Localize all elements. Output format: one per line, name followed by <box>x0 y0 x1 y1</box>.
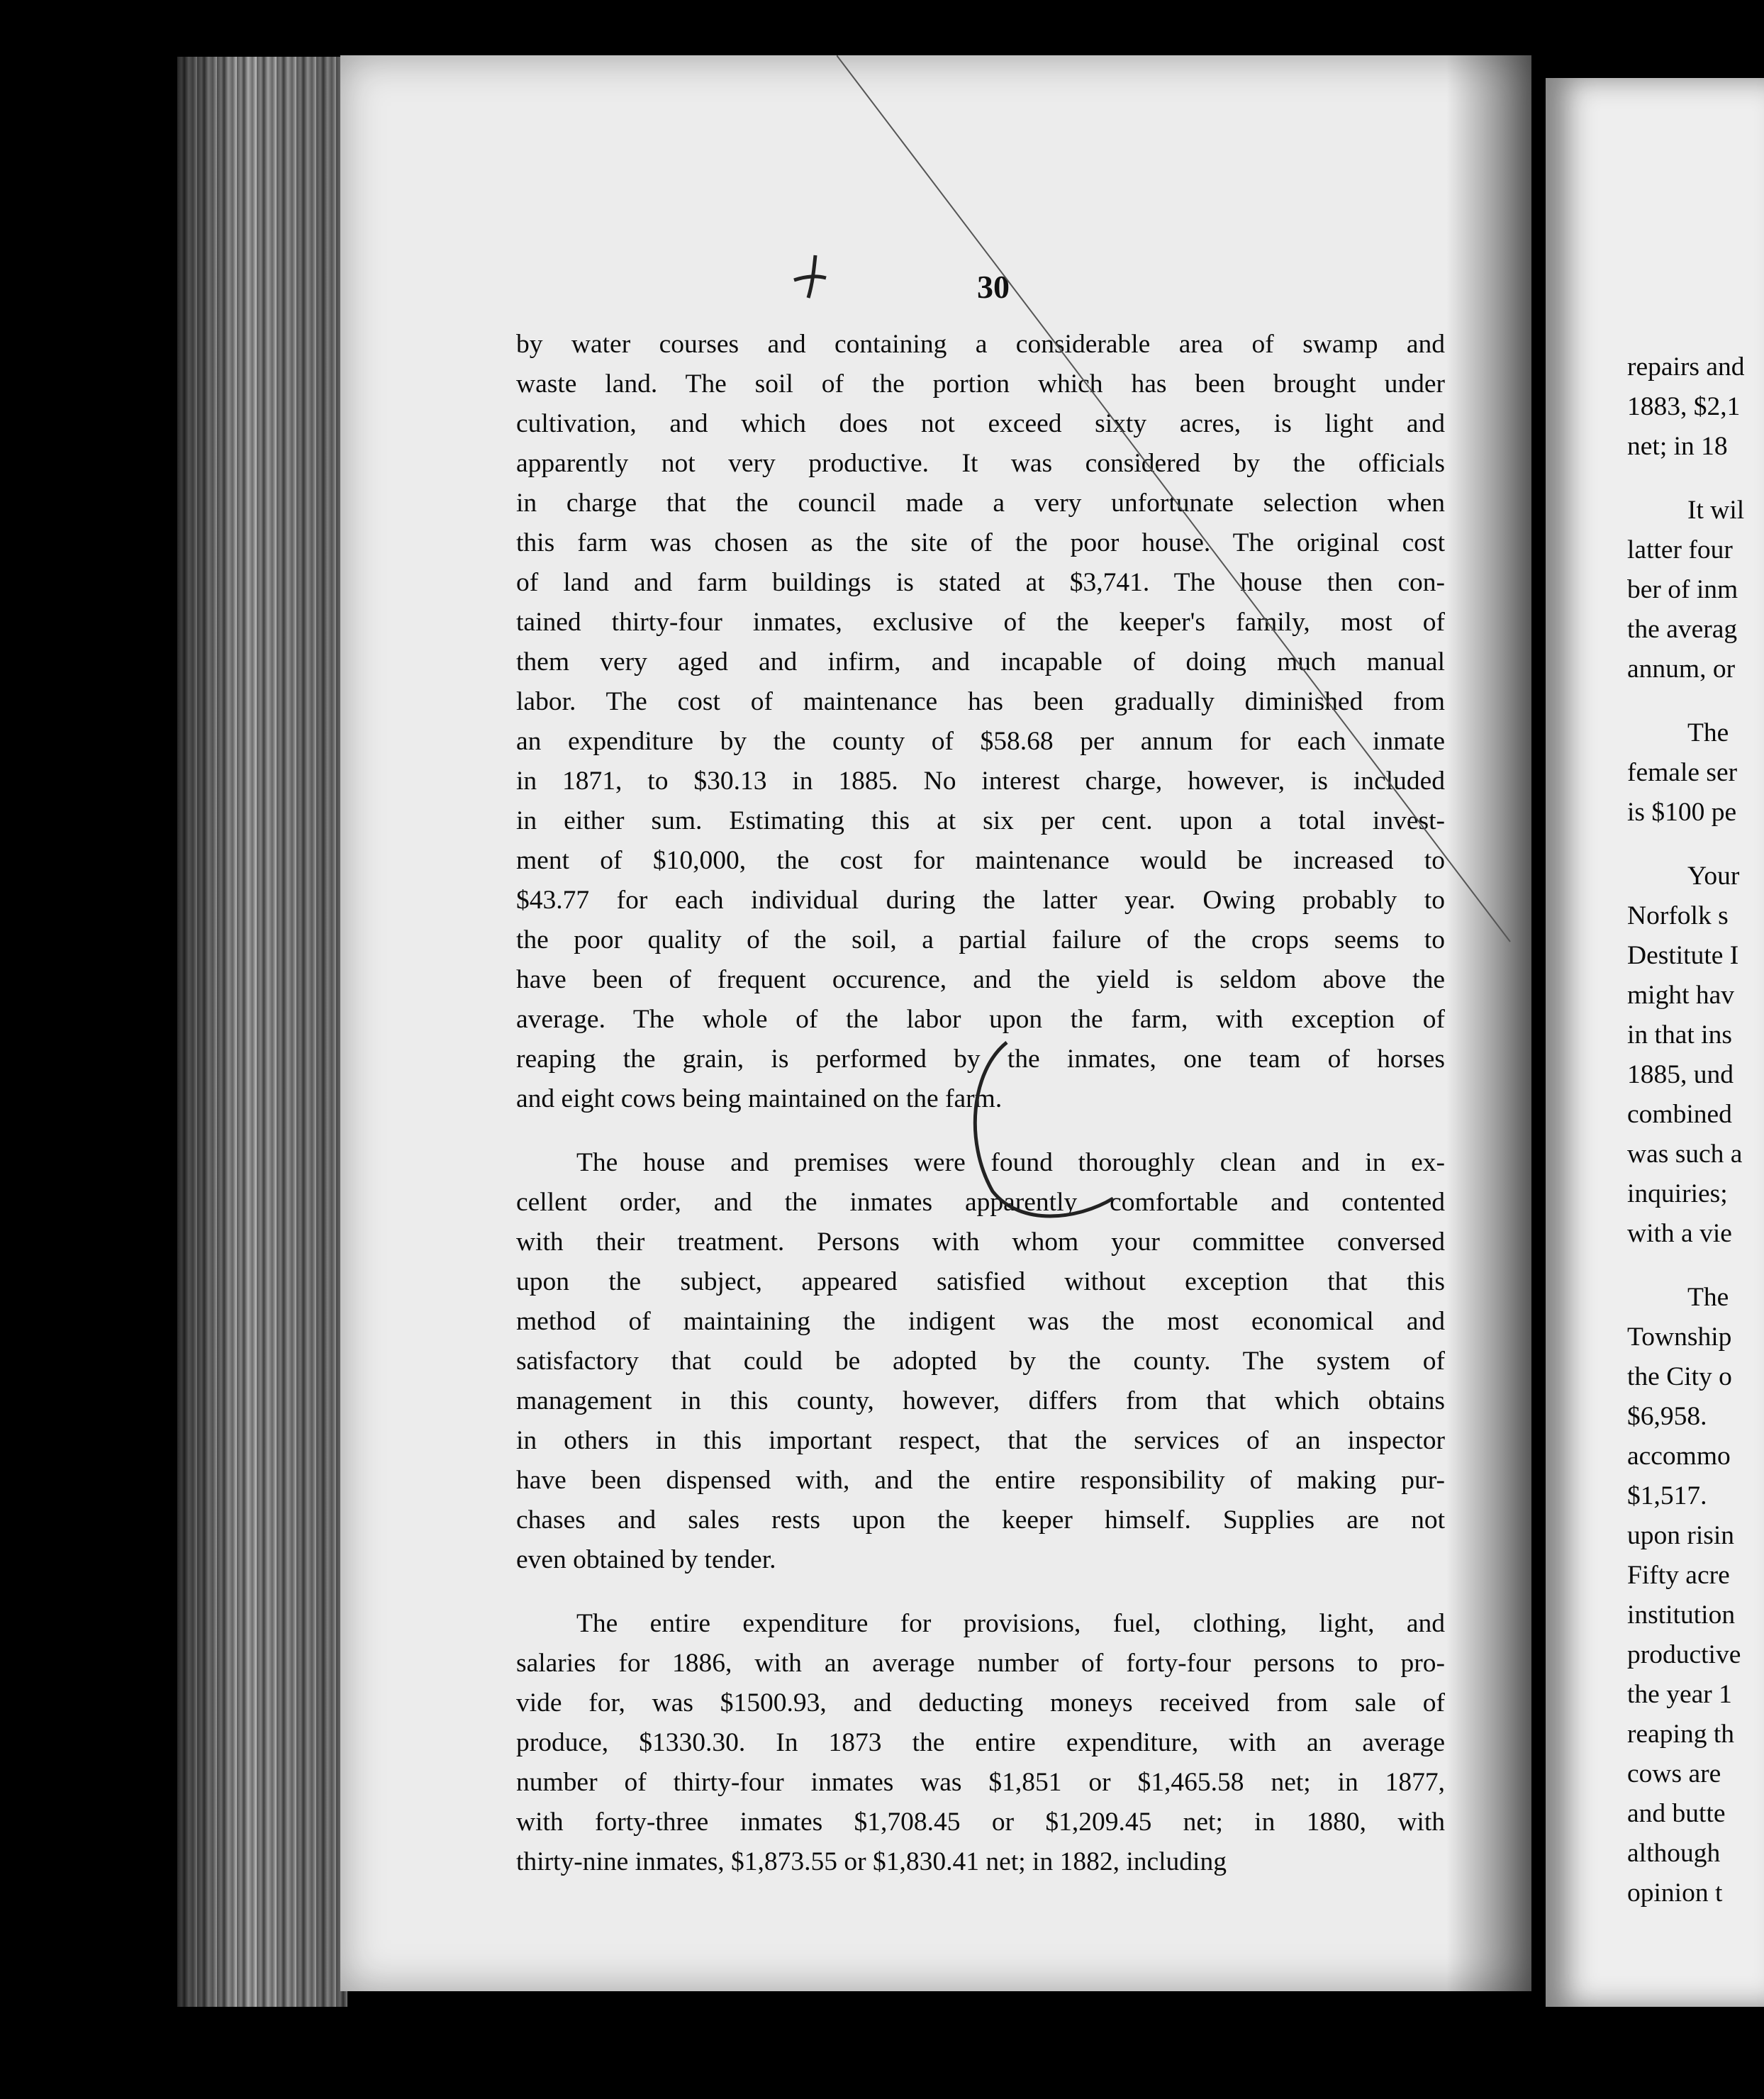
text-line: satisfactory that could be adopted by the county. The system of <box>516 1347 1445 1376</box>
text-line: The house and premises were found thoroughly clean and in ex- <box>576 1148 1445 1177</box>
text-line: cultivation, and which does not exceed sixty acres, is light and <box>516 409 1445 438</box>
text-line: upon the subject, appeared satisfied without exception that this <box>516 1267 1445 1296</box>
text-line: management in this county, however, differs from that which obtains <box>516 1386 1445 1415</box>
text-line: and butte <box>1627 1799 1726 1828</box>
text-line: method of maintaining the indigent was the most economical and <box>516 1307 1445 1336</box>
text-line: vide for, was $1500.93, and deducting moneys received from sale of <box>516 1688 1445 1717</box>
text-line: latter four <box>1627 535 1733 564</box>
text-line: 1885, und <box>1627 1060 1734 1089</box>
text-line: labor. The cost of maintenance has been gradually diminished from <box>516 687 1445 716</box>
text-line: number of thirty-four inmates was $1,851 or $1,465.58 net; in 1877, <box>516 1768 1445 1797</box>
text-line: $1,517. <box>1627 1481 1707 1510</box>
text-line: an expenditure by the county of $58.68 per annum for each inmate <box>516 727 1445 756</box>
text-line: upon risin <box>1627 1521 1735 1550</box>
text-line: opinion t <box>1627 1878 1723 1908</box>
text-line: even obtained by tender. <box>516 1545 776 1574</box>
text-line: was such a <box>1627 1140 1743 1169</box>
text-line: this farm was chosen as the site of the poor house. The original cost <box>516 528 1445 557</box>
text-line: repairs and <box>1627 352 1745 382</box>
text-line: accommo <box>1627 1442 1731 1471</box>
text-line: the averag <box>1627 615 1738 644</box>
paragraph <box>516 1604 1445 1882</box>
text-line: in either sum. Estimating this at six per cent. upon a total invest- <box>516 806 1445 835</box>
text-line: waste land. The soil of the portion which has been brought under <box>516 369 1445 399</box>
text-line: might hav <box>1627 981 1735 1010</box>
text-line: Fifty acre <box>1627 1561 1730 1590</box>
paragraph <box>516 325 1445 1119</box>
text-line: with their treatment. Persons with whom your committee conversed <box>516 1227 1445 1257</box>
text-line: by water courses and containing a considerable area of swamp and <box>516 330 1445 359</box>
text-line: Norfolk s <box>1627 901 1729 930</box>
text-line: thirty-nine inmates, $1,873.55 or $1,830.41 net; in 1882, including <box>516 1847 1227 1876</box>
text-line: $43.77 for each individual during the latter year. Owing probably to <box>516 886 1445 915</box>
text-line: have been dispensed with, and the entire responsibility of making pur- <box>516 1466 1445 1495</box>
page-number: 30 <box>977 269 1010 305</box>
text-line: Township <box>1627 1323 1732 1352</box>
text-line: have been of frequent occurence, and the yield is seldom above the <box>516 965 1445 994</box>
text-line: in charge that the council made a very unfortunate selection when <box>516 489 1445 518</box>
text-line: reaping th <box>1627 1720 1734 1749</box>
text-line: annum, or <box>1627 655 1736 684</box>
text-line: produce, $1330.30. In 1873 the entire expenditure, with an average <box>516 1728 1445 1757</box>
paragraph-gap <box>1627 1254 1764 1278</box>
text-line: It wil <box>1687 496 1745 525</box>
text-line: productive <box>1627 1640 1741 1669</box>
text-line: is $100 pe <box>1627 798 1737 827</box>
text-line: female ser <box>1627 758 1738 787</box>
text-line: Destitute I <box>1627 941 1739 970</box>
left-page-body-text <box>516 325 1445 1882</box>
text-line: combined <box>1627 1100 1732 1129</box>
text-line: salaries for 1886, with an average number of forty-four persons to pro- <box>516 1649 1445 1678</box>
text-line: The entire expenditure for provisions, fuel, clothing, light, and <box>576 1609 1445 1638</box>
text-line: The <box>1687 718 1729 747</box>
text-line: and eight cows being maintained on the farm. <box>516 1084 1003 1113</box>
text-line: the poor quality of the soil, a partial failure of the crops seems to <box>516 925 1445 954</box>
text-line: reaping the grain, is performed by the inmates, one team of horses <box>516 1045 1445 1074</box>
paragraph <box>516 1143 1445 1580</box>
paragraph-gap <box>1627 467 1764 491</box>
text-line: with a vie <box>1627 1219 1732 1248</box>
text-line: net; in 18 <box>1627 432 1728 461</box>
text-line: inquiries; <box>1627 1179 1728 1208</box>
paragraph-gap <box>516 1580 1445 1604</box>
text-line: chases and sales rests upon the keeper himself. Supplies are not <box>516 1505 1445 1535</box>
text-line: ber of inm <box>1627 575 1738 604</box>
text-line: Your <box>1687 862 1740 891</box>
text-line: apparently not very productive. It was considered by the officials <box>516 449 1445 478</box>
text-line: although <box>1627 1839 1721 1868</box>
page-edge-stack <box>177 57 347 2007</box>
text-line: in 1871, to $30.13 in 1885. No interest charge, however, is included <box>516 767 1445 796</box>
text-line: ment of $10,000, the cost for maintenance would be increased to <box>516 846 1445 875</box>
text-line: average. The whole of the labor upon the farm, with exception of <box>516 1005 1445 1034</box>
text-line: the City o <box>1627 1362 1732 1391</box>
text-line: with forty-three inmates $1,708.45 or $1,209.45 net; in 1880, with <box>516 1808 1445 1837</box>
text-line: them very aged and infirm, and incapable of doing much manual <box>516 647 1445 677</box>
text-line: the year 1 <box>1627 1680 1732 1709</box>
text-line: cows are <box>1627 1759 1721 1788</box>
text-line: The <box>1687 1283 1729 1312</box>
text-line: tained thirty-four inmates, exclusive of the keeper's family, most of <box>516 608 1445 637</box>
text-line: 1883, $2,1 <box>1627 392 1741 421</box>
text-line: of land and farm buildings is stated at $3,741. The house then con- <box>516 568 1445 597</box>
text-line: in others in this important respect, that the services of an inspector <box>516 1426 1445 1455</box>
right-page-body-text <box>1627 347 1764 1913</box>
text-line: cellent order, and the inmates apparently comfortable and contented <box>516 1188 1445 1217</box>
text-line: $6,958. <box>1627 1402 1707 1431</box>
paragraph-gap <box>516 1119 1445 1143</box>
paragraph-gap <box>1627 689 1764 713</box>
paragraph-gap <box>1627 833 1764 857</box>
text-line: institution <box>1627 1600 1736 1630</box>
text-line: in that ins <box>1627 1020 1732 1050</box>
